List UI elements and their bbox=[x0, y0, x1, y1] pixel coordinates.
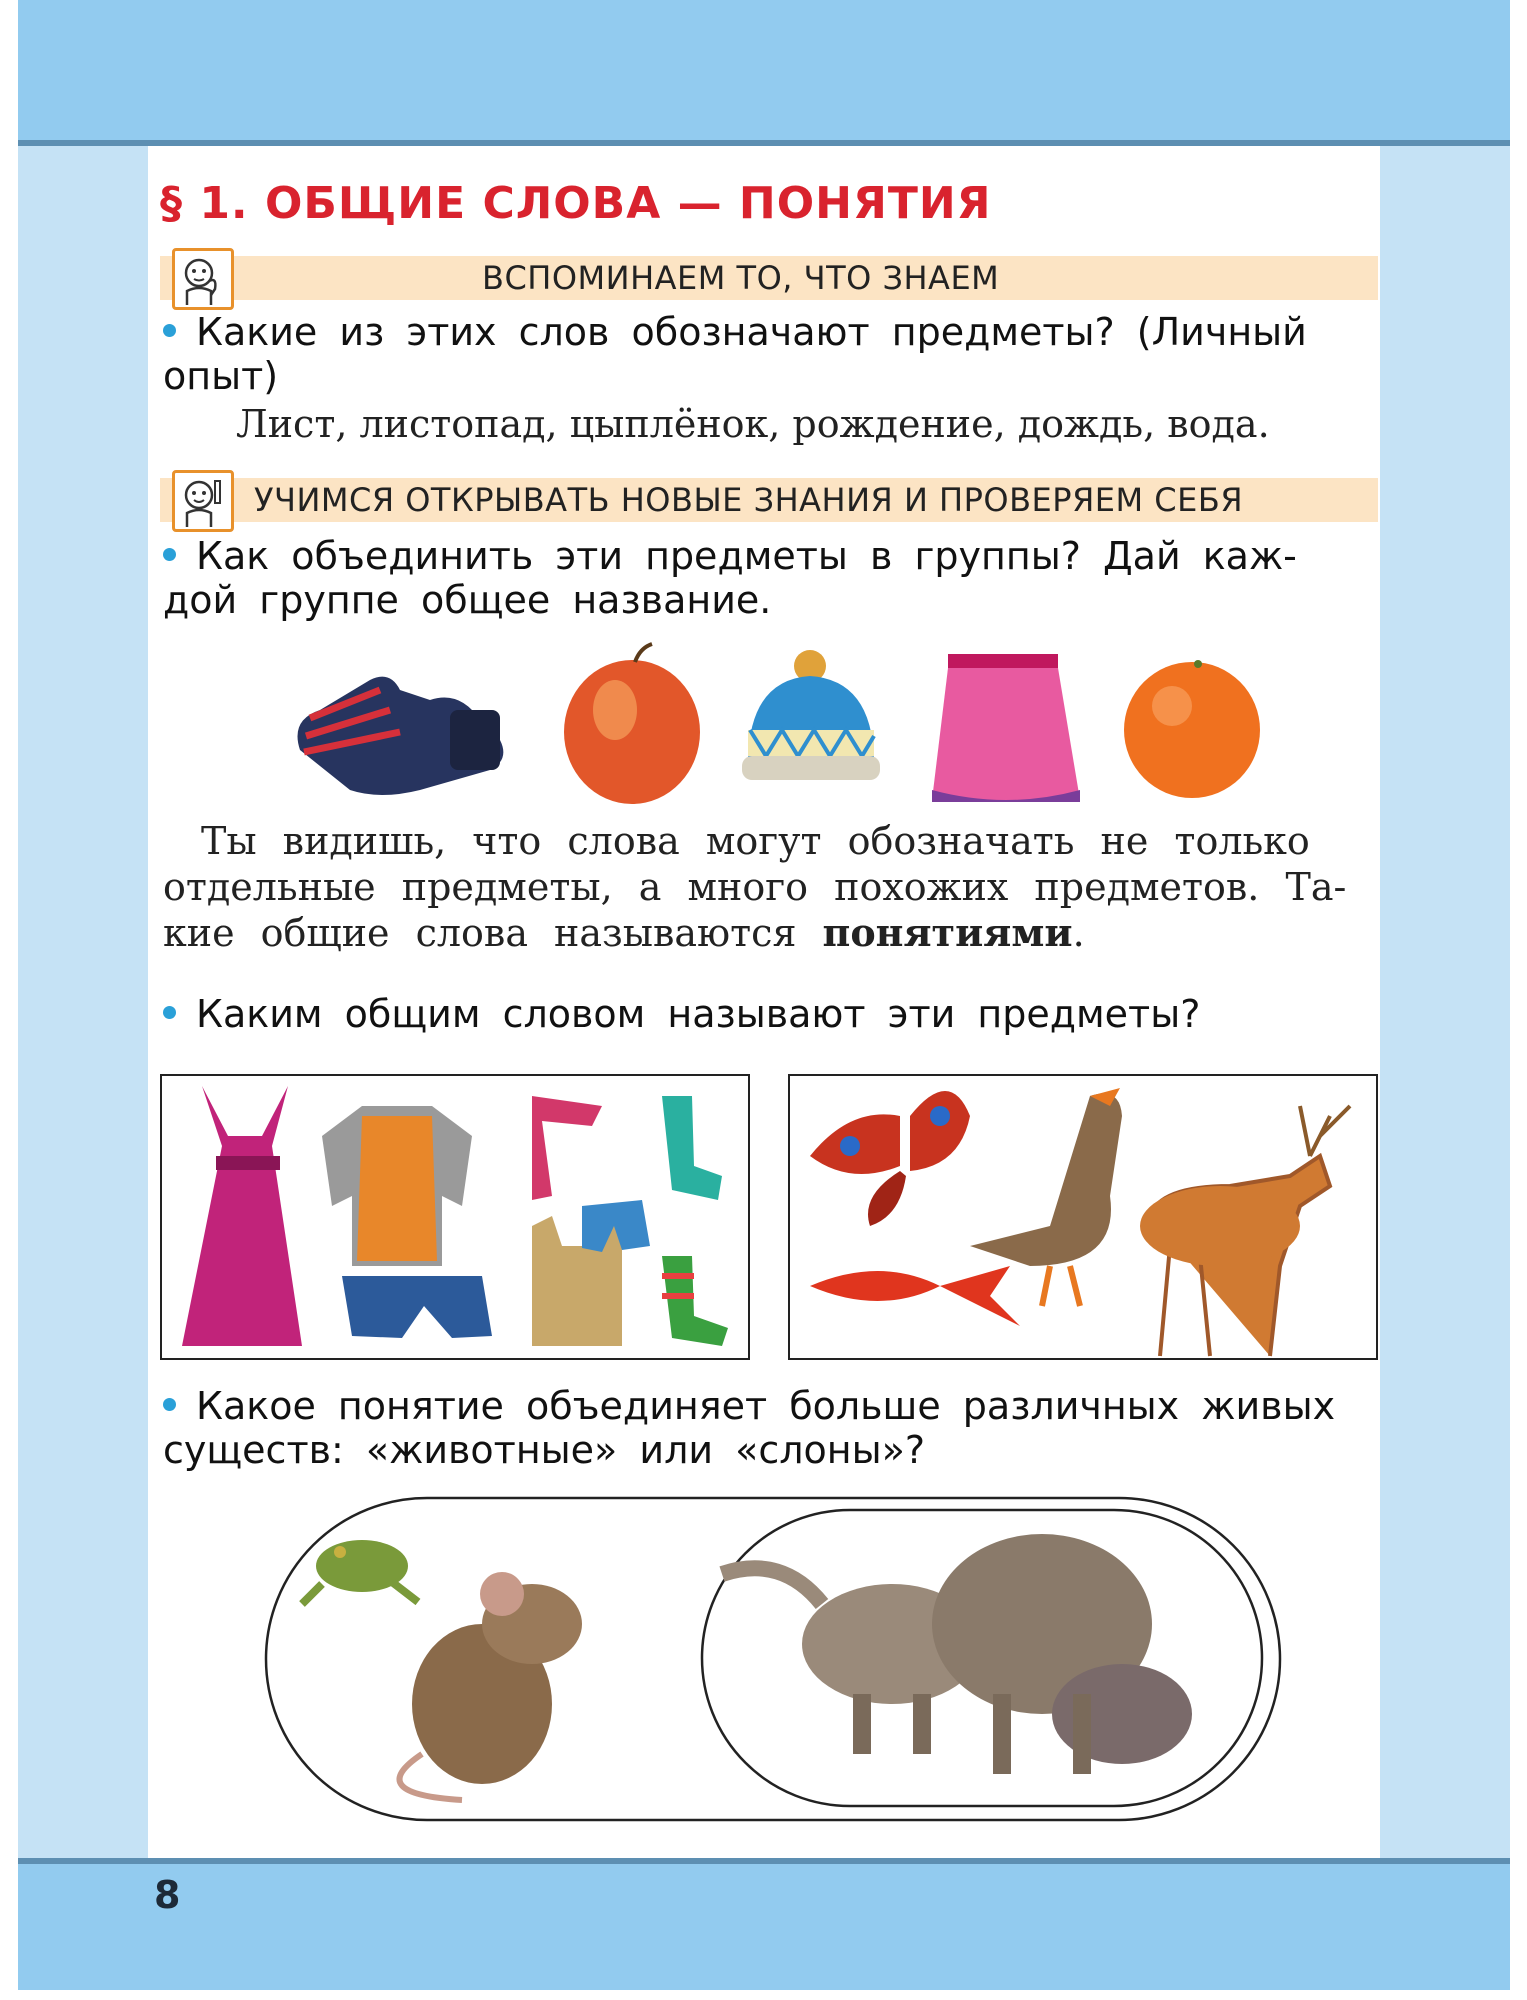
bullet-icon bbox=[163, 1006, 176, 1019]
concept-explanation bbox=[163, 818, 1378, 956]
learn-banner-text: УЧИМСЯ ОТКРЫВАТЬ НОВЫЕ ЗНАНИЯ И ПРОВЕРЯЕМ СЕБЯ bbox=[254, 481, 1244, 519]
bottom-color-band bbox=[18, 1858, 1510, 1990]
bullet-icon bbox=[163, 324, 176, 337]
practice-question-2 bbox=[163, 1384, 1378, 1472]
thinking-child-icon bbox=[172, 248, 234, 310]
scarf-illustration bbox=[532, 1096, 602, 1200]
glove-illustration bbox=[298, 677, 504, 795]
learn-question-line-2: дой группе общее название. bbox=[163, 578, 772, 622]
clothes-frame bbox=[160, 1074, 750, 1360]
learn-question-line-1: Как объединить эти предметы в группы? Дай каж- bbox=[196, 534, 1297, 578]
page-number: 8 bbox=[154, 1873, 181, 1917]
animals-illustrations bbox=[790, 1076, 1376, 1358]
animals-frame bbox=[788, 1074, 1378, 1360]
practice-question-2-line-1: Какое понятие объединяет больше различных живых bbox=[196, 1384, 1336, 1428]
top-color-band bbox=[18, 0, 1510, 146]
recall-question-line-2: опыт) bbox=[163, 354, 279, 398]
jeans-illustration bbox=[342, 1276, 492, 1338]
recall-question bbox=[163, 310, 1378, 398]
learn-banner bbox=[160, 478, 1378, 522]
socks-illustration bbox=[662, 1096, 728, 1346]
butterfly-illustration bbox=[810, 1091, 970, 1226]
learn-question bbox=[163, 534, 1378, 622]
recall-word-list: Лист, листопад, цыплёнок, рождение, дождь, вода. bbox=[236, 402, 1270, 446]
sets-diagram bbox=[262, 1494, 1286, 1828]
right-margin-band bbox=[1380, 146, 1510, 1858]
explanation-period: . bbox=[1072, 911, 1085, 955]
left-margin-band bbox=[18, 146, 148, 1858]
bullet-icon bbox=[163, 548, 176, 561]
sweater-illustration bbox=[322, 1106, 472, 1266]
section-title: § 1. ОБЩИЕ СЛОВА — ПОНЯТИЯ bbox=[160, 178, 992, 229]
deer-illustration bbox=[1140, 1106, 1350, 1356]
orange-illustration bbox=[1124, 660, 1260, 798]
explanation-line-2: отдельные предметы, а много похожих предметов. Та- bbox=[163, 865, 1347, 909]
child-with-pencil-icon bbox=[172, 470, 234, 532]
objects-row bbox=[280, 640, 1270, 815]
explanation-line-1: Ты видишь, что слова могут обозначать не только bbox=[201, 819, 1310, 863]
skirt-illustration bbox=[932, 654, 1080, 802]
apple-illustration bbox=[564, 644, 700, 804]
knit-hat-illustration bbox=[742, 650, 880, 780]
fish-illustration bbox=[810, 1266, 1020, 1326]
explanation-line-3: кие общие слова называются bbox=[163, 911, 797, 955]
recall-banner bbox=[160, 256, 1378, 300]
practice-question-1 bbox=[163, 992, 1378, 1036]
bullet-icon bbox=[163, 1398, 176, 1411]
dress-illustration bbox=[182, 1086, 302, 1346]
recall-question-line-1: Какие из этих слов обозначают предметы? (Личный bbox=[196, 310, 1307, 354]
recall-banner-text: ВСПОМИНАЕМ ТО, ЧТО ЗНАЕМ bbox=[482, 259, 1000, 297]
clothes-illustrations bbox=[162, 1076, 748, 1358]
term-concepts: понятиями bbox=[822, 910, 1073, 955]
practice-question-1-text: Каким общим словом называют эти предметы? bbox=[196, 992, 1201, 1036]
practice-question-2-line-2: существ: «животные» или «слоны»? bbox=[163, 1428, 926, 1472]
